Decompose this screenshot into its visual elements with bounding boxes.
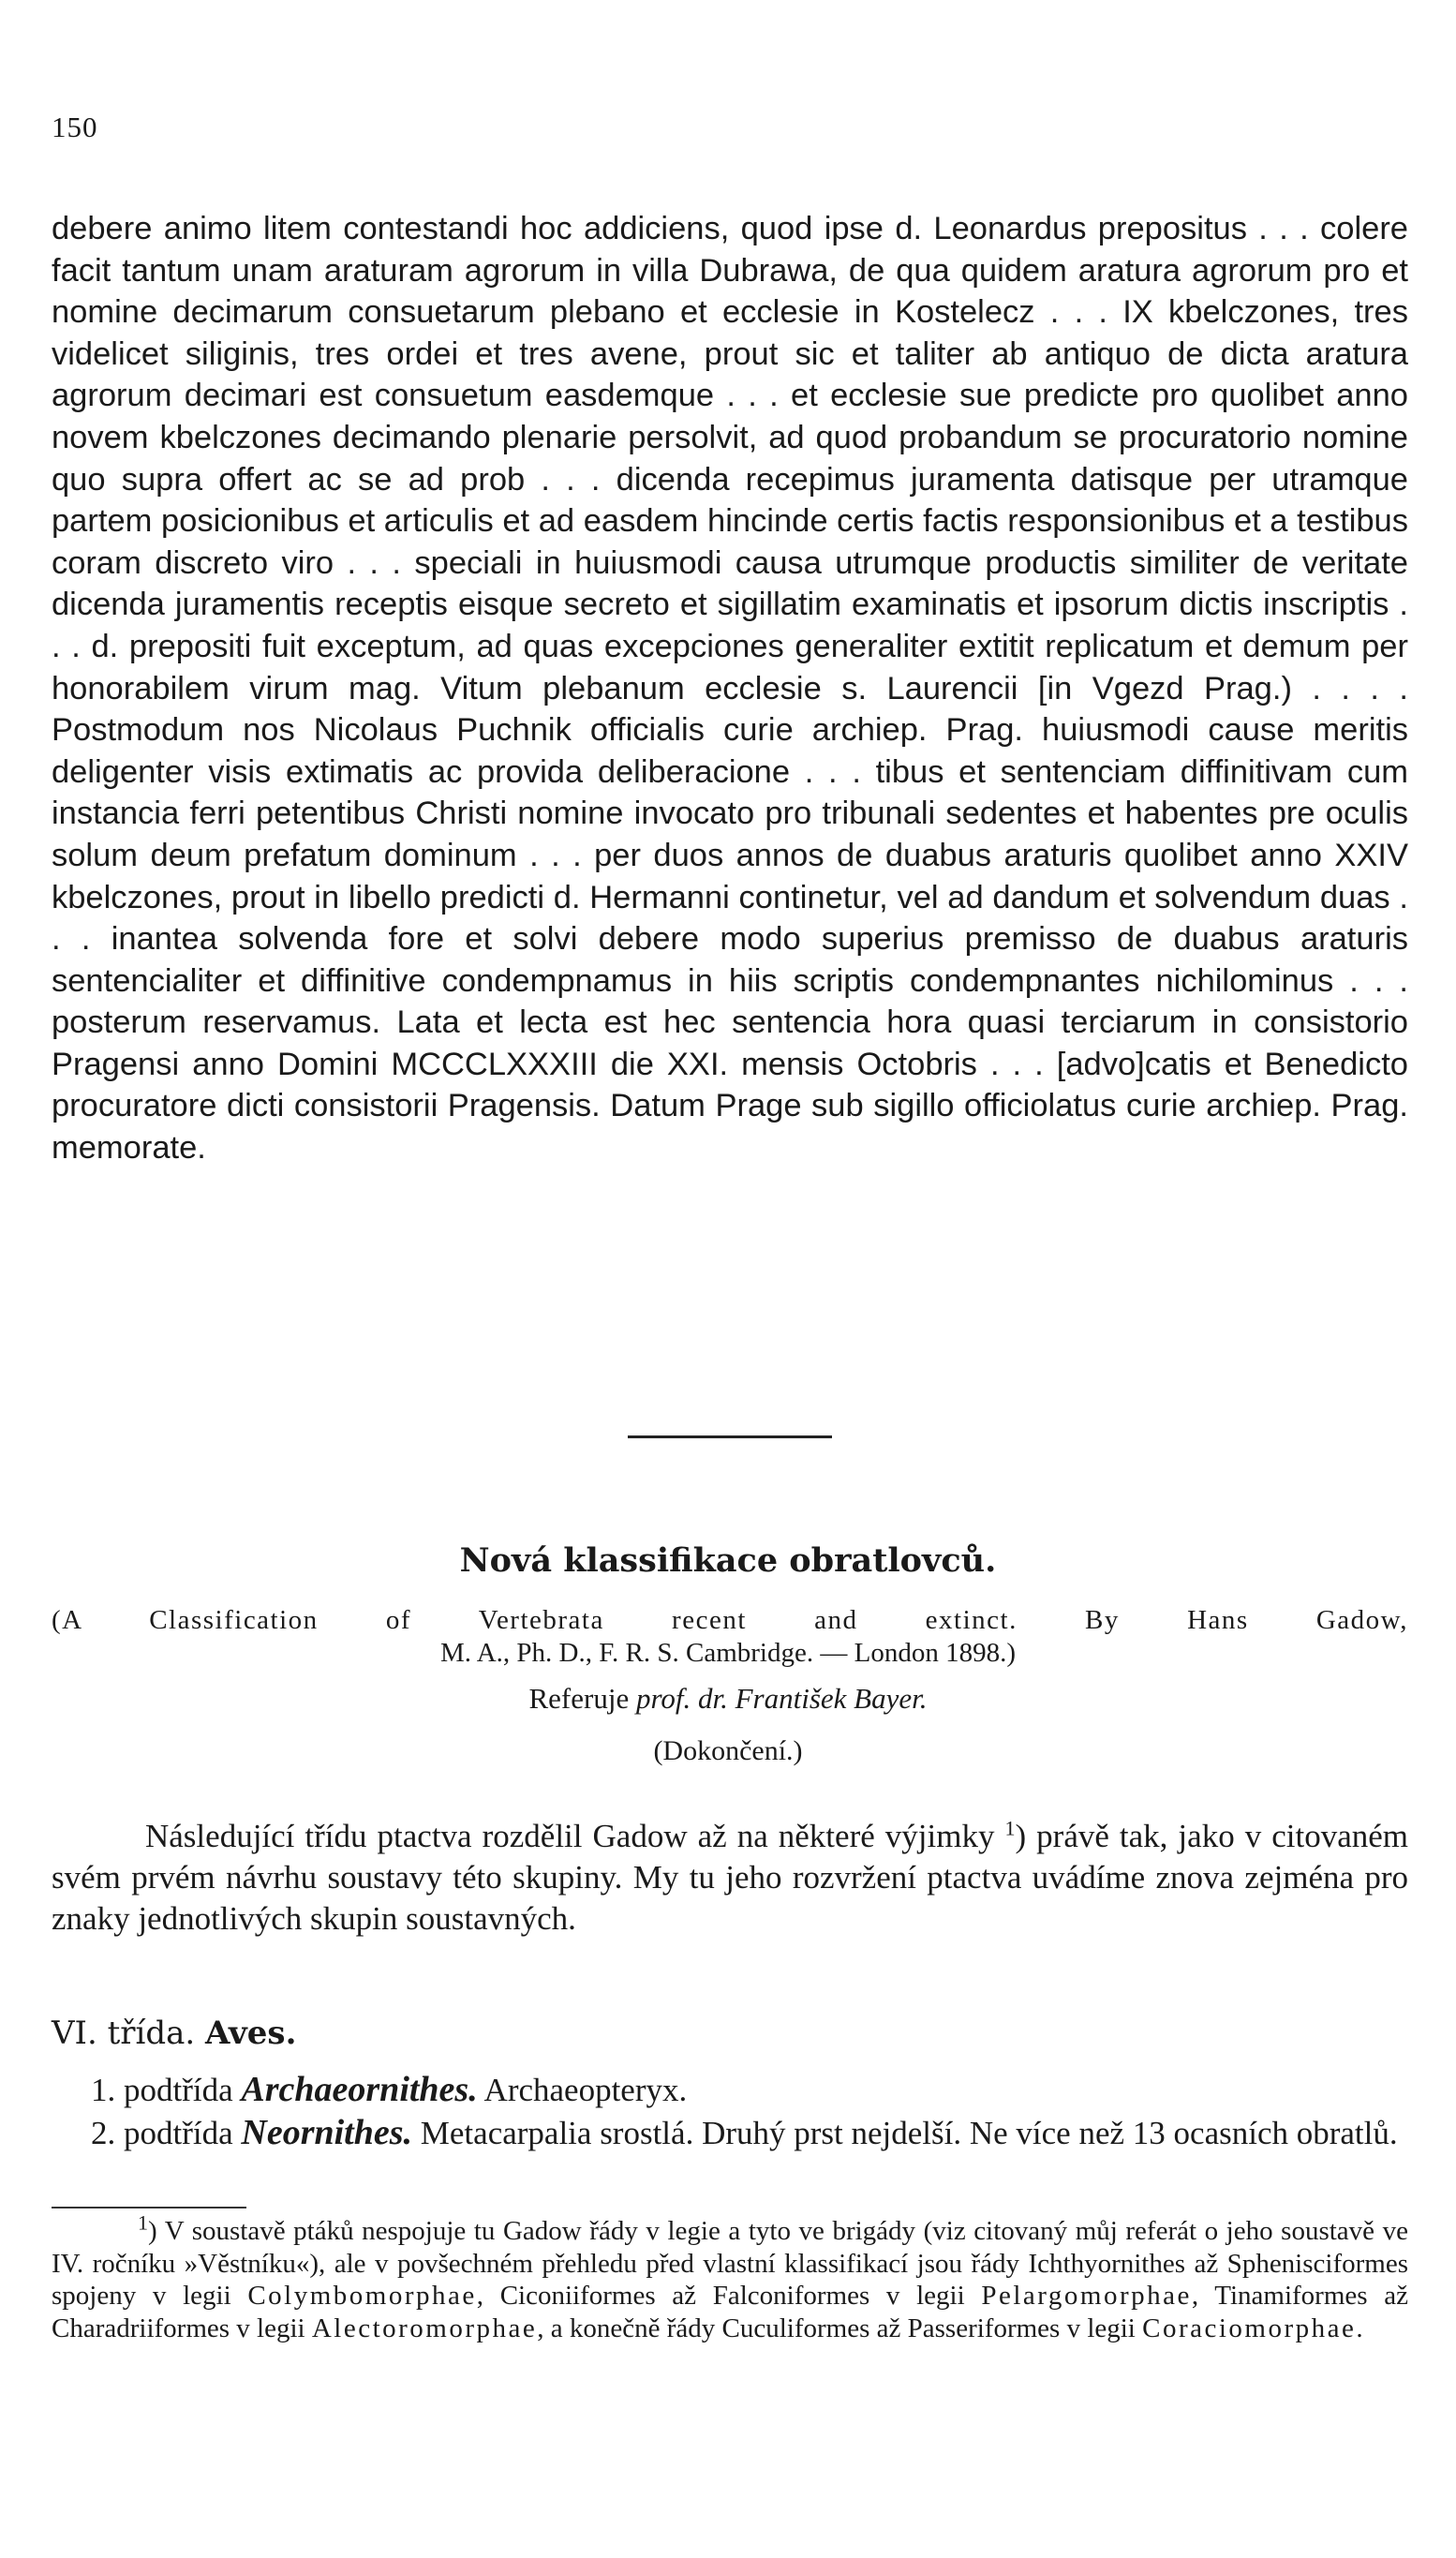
class-heading [52,2015,296,2052]
intro-paragraph [52,1816,1408,1940]
reference-line-2: M. A., Ph. D., F. R. S. Cambridge. — London 1898.) [440,1638,1016,1668]
latin-document-text: debere animo litem contestandi hoc addiciens, quod ipse d. Leonardus prepositus . . . colere facit tantum unam araturam agrorum in villa Dubrawa, de qua quidem aratura agrorum pro et nomine decimarum consuetarum plebano et ecclesie in Kostelecz . . . IX kbelczones, tres videlicet siliginis, tres ordei et tres avene, prout sic et taliter ab antiquo de dicta aratura agrorum decimari est consuetum easdemque . . . et ecclesie sue predicte pro quolibet anno novem kbelczones decimando plenarie persolvit, ad quod probandum se procuratorio nomine quo supra offert ac se ad prob . . . dicenda recepimus juramenta datisque per utramque partem posicionibus et articulis et ad easdem hincinde certis factis responsionibus et a testibus coram discreto viro . . . speciali in huiusmodi causa utrumque productis similiter de veritate dicenda juramentis receptis eisque secreto et sigillatim examinatis et ipsorum dictis inscriptis . . . d. prepositi fuit exceptum, ad quas excepciones generaliter extitit replicatum et demum per honorabilem virum mag. Vitum plebanum ecclesie s. Laurencii [in Vgezd Prag.) . . . . Postmodum nos Nicolaus Puchnik officialis curie archiep. Prag. huiusmodi cause meritis deligenter visis extimatis ac provida deliberacione . . . tibus et sentenciam diffinitivam cum instancia ferri petentibus Christi nomine invocato pro tribunali sedentes et habentes pre oculis solum deum prefatum dominum . . . per duos annos de duabus araturis quolibet anno XXIV kbelczones, prout in libello predicti d. Hermanni continetur, vel ad dandum et solvendum duas . . . inantea solvenda fore et solvi debere modo superius premisso de duabus araturis sentencialiter et diffinitive condempnamus in hiis scriptis condempnantes nichilominus . . . posterum reservamus. Lata et lecta est hec sentencia hora quasi terciarum in consistorio Pragensi anno Domini MCCCLXXXIII die XXI. mensis Octobris . . . [advo]catis et Benedicto procuratore dicti consistorii Pragensis. Datum Prage sub sigillo officiolatus curie archiep. Prag. memorate. [52,211,1408,1167]
subclass-number: 1. podtřída [91,2072,233,2108]
footnote-legion-1: Colymbomorphae [247,2281,477,2311]
article-title: Nová klassifikace obratlovců. [459,1541,997,1580]
footnote-text-3: , Tinamiformes až Charadriiformes v legii [52,2281,1408,2343]
class-name: Aves. [205,2015,297,2052]
footnote-text-2: , Ciconiiformes až Falconiformes v legii [476,2281,965,2311]
footnote-legion-3: Alectoromorphae [311,2313,538,2343]
reviewer-name: prof. dr. František Bayer. [635,1682,928,1715]
intro-text-part1: Následující třídu ptactva rozdělil Gadow až na některé výjimky [145,1818,995,1854]
intro-text-part2: ) právě tak, jako v citovaném svém prvém návrhu soustavy této skupiny. My tu jeho rozvržení ptactva uvádíme znova zejména pro znaky jednotlivých skupin soustavných. [52,1818,1409,1937]
class-number: VI. třída. [52,2015,196,2052]
footnote-marker: 1 [138,2210,148,2235]
subclass-item [52,2112,1408,2154]
reviewer-line [0,1682,1456,1716]
page-number: 150 [52,111,98,143]
subclass-description: Archaeopteryx. [483,2072,688,2108]
subclass-latin-name: Neornithes. [241,2113,413,2152]
subclass-description: Metacarpalia srostlá. Druhý prst nejdelší. Ne více než 13 ocasních obratlů. [420,2115,1398,2151]
footnote-legion-2: Pelargomorphae [981,2281,1192,2311]
footnote-divider [52,2207,246,2209]
footnote-text-1: ) V soustavě ptáků nespojuje tu Gadow řády v legie a tyto ve brigády (viz citovaný můj referát o jeho soustavě ve IV. ročníku »Věstníku«), ale v povšechném přehledu před vlastní klassifikací jsou řády Ichthyornithes až Sphenisciformes spojeny v legii [52,2216,1408,2311]
subclass-item [52,2069,1408,2111]
section-divider [628,1435,832,1438]
footnote-reference: 1 [1004,1816,1016,1840]
subclass-latin-name: Archaeornithes. [241,2070,478,2109]
reviewer-prefix: Referuje [528,1682,630,1715]
reference-line-1: (A Classification of Vertebrata recent and extinct. By Hans Gadow, [52,1605,1408,1635]
footnote [52,2210,1408,2344]
subclass-number: 2. podtřída [91,2115,233,2151]
footnote-legion-4: Coraciomorphae [1142,2313,1357,2343]
footnote-text-5: . [1356,2313,1363,2343]
concluded-note: (Dokončení.) [653,1735,803,1766]
footnote-text-4: , a konečně řády Cuculiformes až Passeriformes v legii [537,2313,1136,2343]
